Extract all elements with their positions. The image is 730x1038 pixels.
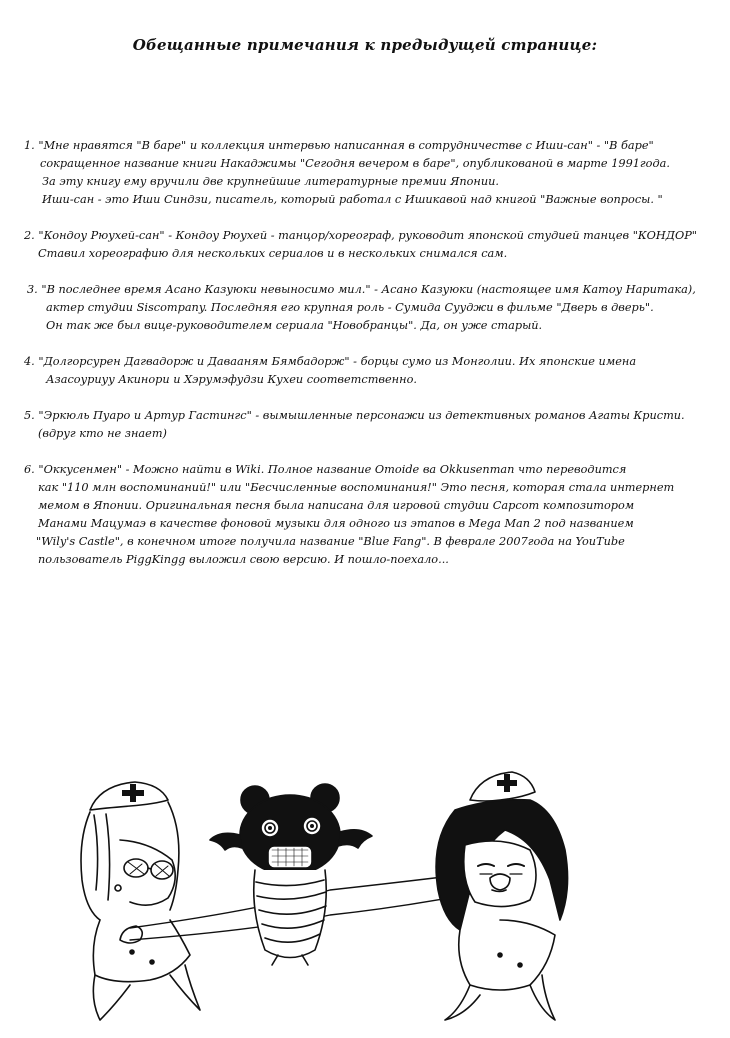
- note-6-line-1: 6. "Оккусенмен" - Можно найти в Wiki. Полное название Omoide ва Okkusenman что переводится: [24, 463, 627, 476]
- note-1-line-3: За эту книгу ему вручили две крупнейшие литературные премии Японии.: [42, 175, 499, 188]
- note-3-line-3: Он так же был вице-руководителем сериала "Новобранцы". Да, он уже старый.: [46, 319, 543, 332]
- note-6-line-6: пользователь PiggKingg выложил свою версию. И пошло-поехало...: [38, 553, 449, 566]
- note-3-line-1: 3. "В последнее время Асано Казуюки невыносимо мил." - Асано Казуюки (настоящее имя Катоу Наритака),: [27, 283, 696, 296]
- note-5-line-1: 5. "Эркюль Пуаро и Артур Гастингс" - вымышленные персонажи из детективных романов Агаты Кристи.: [24, 409, 685, 422]
- note-4-line-2: Азасоуриуу Акинори и Хэрумэфудзи Кухеи соответственно.: [46, 373, 417, 386]
- note-6-line-4: Манами Мацумаэ в качестве фоновой музыки для одного из этапов в Mega Man 2 под названием: [38, 517, 634, 530]
- note-5-line-2: (вдруг кто не знает): [38, 427, 167, 440]
- note-6-line-5: "Wily's Castle", в конечном итоге получила название "Blue Fang". В феврале 2007года на YouTube: [36, 535, 625, 548]
- note-2-line-1: 2. "Кондоу Рюухей-сан" - Кондоу Рюухей - танцор/хореограф, руководит японской студией танцев "КОНДОР": [24, 229, 698, 242]
- note-4-line-1: 4. "Долгорсурен Дагвадорж и Давааням Бямбадорж" - борцы сумо из Монголии. Их японские имена: [24, 355, 637, 368]
- note-1-line-1: 1. "Мне нравятся "В баре" и коллекция интервью написанная в сотрудничестве с Иши-сан" - "В баре": [24, 139, 654, 152]
- right-nurse-character: [436, 772, 568, 1020]
- bat-creature-character: [210, 784, 372, 965]
- note-2-line-2: Ставил хореографию для нескольких сериалов и в нескольких снимался сам.: [38, 247, 508, 260]
- note-1-line-2: сокращенное название книги Накаджимы "Сегодня вечером в баре", опубликованой в марте 1991года.: [40, 157, 670, 170]
- illustration-nurses-and-bat: [60, 770, 680, 1030]
- note-3-line-2: актер студии Siscompany. Последняя его крупная роль - Сумида Сууджи в фильме "Дверь в дверь".: [46, 301, 654, 314]
- note-1-line-4: Иши-сан - это Иши Синдзи, писатель, который работал с Ишикавой над книгой "Важные вопросы. ": [42, 193, 663, 206]
- left-nurse-character: [81, 782, 200, 1020]
- note-6-line-2: как "110 млн воспоминаний!" или "Бесчисленные воспоминания!" Это песня, которая стала интернет: [38, 481, 675, 494]
- note-6-line-3: мемом в Японии. Оригинальная песня была написана для игровой студии Capcom композитором: [38, 499, 635, 512]
- page-title: Обещанные примечания к предыдущей странице:: [132, 36, 598, 54]
